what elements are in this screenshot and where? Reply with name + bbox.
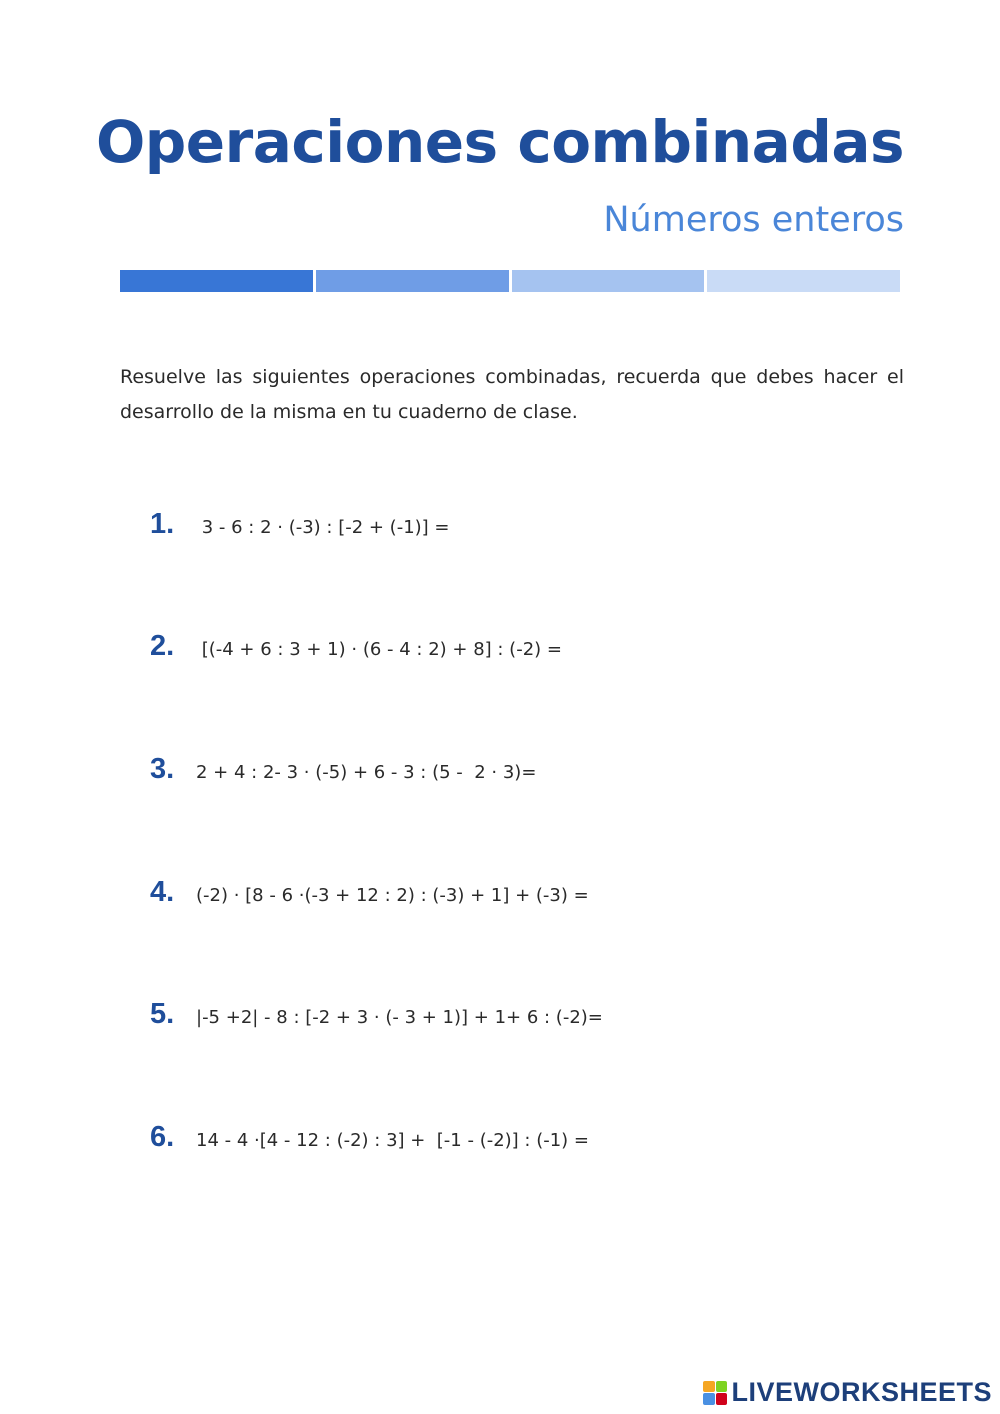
color-bar-segment [707, 270, 900, 292]
exercise-expression: 2 + 4 : 2- 3 · (-5) + 6 - 3 : (5 - 2 · 3)= [196, 762, 537, 783]
logo-tile [716, 1393, 728, 1405]
exercise-number: 3. [150, 753, 175, 785]
liveworksheets-logo-icon [703, 1381, 727, 1405]
page-title: Operaciones combinadas [95, 108, 904, 176]
exercise-number: 5. [150, 998, 175, 1030]
brand-text: LIVEWORKSHEETS [731, 1377, 992, 1407]
color-bar-segment [316, 270, 509, 292]
exercise-number: 4. [150, 876, 175, 908]
logo-tile [703, 1381, 715, 1393]
instructions-text: Resuelve las siguientes operaciones combinadas, recuerda que debes hacer el desarrollo de la misma en tu cuaderno de clase. [120, 366, 904, 423]
brand-watermark[interactable] [703, 1377, 992, 1408]
exercise-expression: 14 - 4 ·[4 - 12 : (-2) : 3] + [-1 - (-2)] : (-1) = [196, 1130, 590, 1151]
color-bar-segment [120, 270, 313, 292]
page-subtitle: Números enteros [603, 200, 904, 240]
exercise-expression: |-5 +2| - 8 : [-2 + 3 · (- 3 + 1)] + 1+ 6 : (-2)= [196, 1007, 603, 1028]
color-bar-segment [512, 270, 705, 292]
exercise-item [150, 998, 603, 1038]
exercise-number: 6. [150, 1121, 175, 1153]
exercise-number: 2. [150, 630, 175, 662]
exercise-item [150, 753, 536, 793]
logo-tile [703, 1393, 715, 1405]
logo-tile [716, 1381, 728, 1393]
exercise-number: 1. [150, 508, 175, 540]
exercise-expression: 3 - 6 : 2 · (-3) : [-2 + (-1)] = [196, 517, 450, 538]
exercise-item [150, 630, 562, 670]
exercise-expression: [(-4 + 6 : 3 + 1) · (6 - 4 : 2) + 8] : (-2) = [196, 639, 562, 660]
exercise-item [150, 876, 589, 916]
decorative-color-bar [120, 270, 900, 292]
exercise-item [150, 508, 450, 548]
exercise-item [150, 1121, 589, 1161]
exercise-expression: (-2) · [8 - 6 ·(-3 + 12 : 2) : (-3) + 1] + (-3) = [196, 885, 589, 906]
